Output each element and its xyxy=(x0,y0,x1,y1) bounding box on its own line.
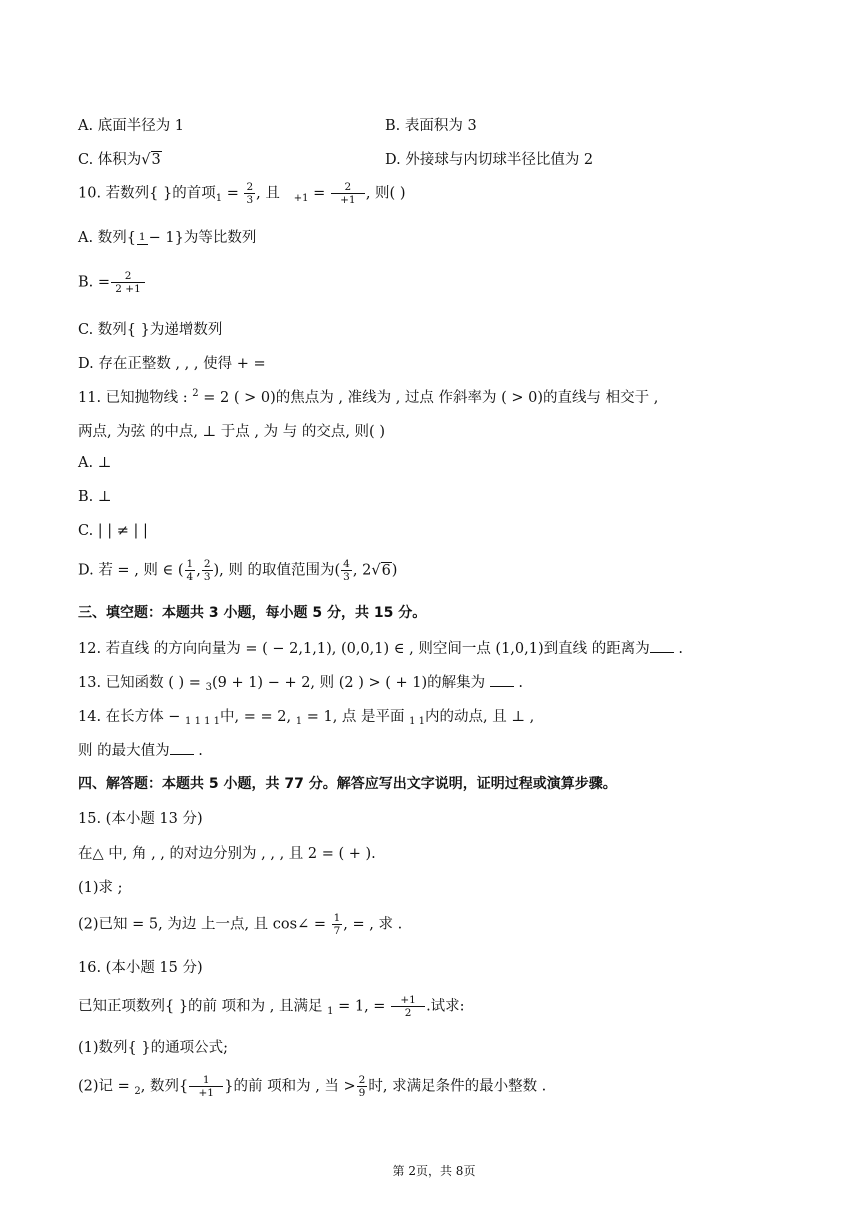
q9-option-a: A. 底面半径为 1 xyxy=(78,118,185,134)
fraction: $\frac{+1}{2}$ xyxy=(391,994,425,1019)
q10-option-d: D. 存在正整数 , , , 使得 + = xyxy=(78,356,266,372)
q11-stem-line1: 11. 已知抛物线 : $^2$ = 2 ( > 0)的焦点为 , 准线为 , 过点 作斜率为 ( > 0)的直线与 相交于 , xyxy=(78,388,659,406)
fraction: 1 xyxy=(138,231,146,244)
q16-part2: (2)记 = $_2$, 数列{ $\frac{1}{+1}$ }的前 项和为 , 当 > $\frac{2}{9}$ 时, 求满足条件的最小整数 . xyxy=(78,1074,547,1100)
q12: 12. 若直线 的方向向量为 = ( − 2,1,1), (0,0,1) ∈ , 则空间一点 (1,0,1)到直线 的距离为 . xyxy=(78,641,683,657)
fraction: $\frac{2}{3}$ xyxy=(203,558,211,584)
q16-title: 16. (本小题 15 分) xyxy=(78,960,203,976)
fraction: $\frac{1}{+1}$ xyxy=(189,1074,223,1099)
q11-option-d: D. 若 = , 则 ∈ ( $\frac{1}{4}$ , $\frac{2}{3}$ ), 则 的取值范围为( $\frac{4}{3}$ , 2√6) xyxy=(78,558,398,584)
section-heading-answer: 四、解答题：本题共 5 小题，共 77 分。解答应写出文字说明，证明过程或演算步骤。 xyxy=(78,776,617,792)
q15-stem: 在△ 中, 角 , , 的对边分别为 , , , 且 2 = ( + ). xyxy=(78,846,376,862)
q10-stem: 10. 若数列{ }的首项$_1$ = $\frac{2}{3}$ , 且 $_{+1}$ = $\frac{2}{+1}$ , 则( ) xyxy=(78,181,406,207)
fraction: $\frac{2}{2 +1}$ xyxy=(111,270,145,295)
fraction: $\frac{4}{3}$ xyxy=(343,558,350,584)
q13: 13. 已知函数 ( ) = $_3$(9 + 1) − + 2, 则 (2 ) > ( + 1)的解集为 . xyxy=(78,675,524,693)
q14-line1: 14. 在长方体 − $_{1 1 1 1}$中, = = 2, $_1$ = 1, 点 是平面 $_{1 1}$内的动点, 且 ⊥ , xyxy=(78,709,535,727)
q10-option-a: A. 数列{ 1 − 1}为等比数列 xyxy=(78,230,257,246)
fraction: $\frac{2}{+1}$ xyxy=(331,181,365,206)
q15-part1: (1)求 ; xyxy=(78,880,123,896)
q14-line2: 则 的最大值为 . xyxy=(78,743,203,759)
q16-stem: 已知正项数列{ }的前 项和为 , 且满足 $_1$ = 1, = $\frac{+1}{2}$ .试求: xyxy=(78,994,465,1020)
q9-option-b: B. 表面积为 3 xyxy=(385,118,477,134)
section-heading-fill-in: 三、填空题：本题共 3 小题，每小题 5 分，共 15 分。 xyxy=(78,605,427,621)
fraction: $\frac{1}{4}$ xyxy=(186,558,194,584)
q11-stem-line2: 两点, 为弦 的中点, ⊥ 于点 , 为 与 的交点, 则( ) xyxy=(78,424,385,440)
q16-part1: (1)数列{ }的通项公式; xyxy=(78,1040,228,1056)
fraction: $\frac{2}{9}$ xyxy=(358,1074,366,1100)
q10-option-b: B. = $\frac{2}{2 +1}$ xyxy=(78,270,146,295)
q15-part2: (2)已知 = 5, 为边 上一点, 且 cos∠ = $\frac{1}{7}$ , = , 求 . xyxy=(78,912,403,938)
q11-option-a: A. ⊥ xyxy=(78,455,112,471)
answer-blank xyxy=(170,742,194,755)
q9-option-d: D. 外接球与内切球半径比值为 2 xyxy=(385,152,594,168)
q15-title: 15. (本小题 13 分) xyxy=(78,811,203,827)
q11-option-b: B. ⊥ xyxy=(78,489,112,505)
answer-blank xyxy=(650,640,674,653)
page-footer: 第 2页，共 8页 xyxy=(392,1164,476,1178)
fraction: $\frac{1}{7}$ xyxy=(333,912,341,938)
fraction: $\frac{2}{3}$ xyxy=(246,181,254,207)
q11-option-c: C. | | ≠ | | xyxy=(78,523,148,539)
q10-option-c: C. 数列{ }为递增数列 xyxy=(78,322,223,338)
answer-blank xyxy=(490,674,514,687)
q9-option-c: C. 体积为√3 xyxy=(78,152,161,168)
